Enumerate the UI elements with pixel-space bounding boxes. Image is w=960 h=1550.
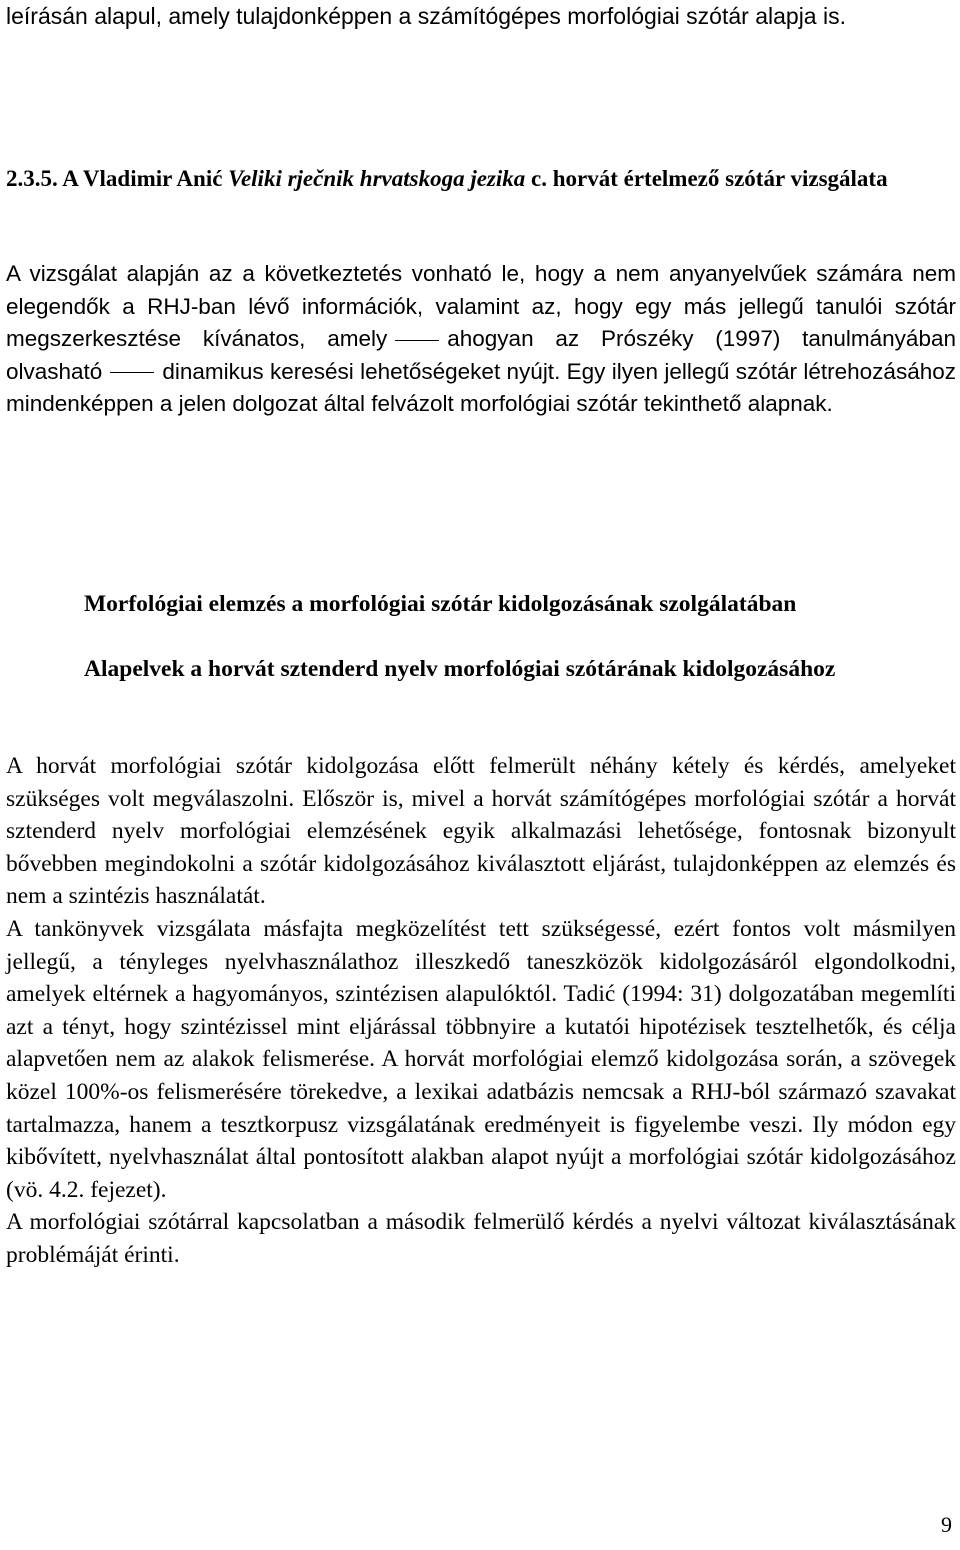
paragraph-nyelvi-valtozat: A morfológiai szótárral kapcsolatban a második felmerülő kérdés a nyelvi változat kiválasztásának problémáját érinti. [6,1209,956,1268]
chapter-heading-3 [6,588,960,620]
paragraph-part-3: dinamikus keresési lehetőségeket nyújt. Egy ilyen jellegű szótár létrehozásához mindenképpen a jelen dolgozat által felvázolt morfológiai szótár tekinthető alapnak. [6,358,956,416]
paragraph-vizsgalat [6,258,956,421]
chapter-title: Morfológiai elemzés a morfológiai szótár kidolgozásának szolgálatában [84,591,797,617]
section-number: 2.3.5. [6,166,58,191]
em-dash [110,372,154,373]
section-heading-2-3-5 [6,162,956,195]
paragraph-ketely: A horvát morfológiai szótár kidolgozása előtt felmerült néhány kétely és kérdés, amelyeket szükséges volt megválaszolni. Először is, mivel a horvát számítógépes morfológiai szótár a horvát sztenderd nyelv morfológiai elemzésének egyik alkalmazási lehetősége, fontosnak bizonyult bővebben megindokolni a szótár kidolgozásához kiválasztott eljárást, tulajdonképpen az elemzés és nem a szintézis használatát. [6,753,956,910]
em-dash [395,340,439,341]
chapter-number [6,588,84,620]
section-title-suffix: c. horvát értelmező szótár vizsgálata [531,166,888,191]
section-number [6,653,84,686]
paragraph-part-1: A vizsgálat alapján az a következtetés vonható le, hogy a nem anyanyelvűek számára nem elegendők a RHJ-ban lévő információk, valamint az, hogy egy más jellegű tanulói szótár megszerkesztése kívánatos, amely [6,261,956,351]
body-text [6,750,956,1272]
paragraph-tankonyvek: A tankönyvek vizsgálata másfajta megközelítést tett szükségessé, ezért fontos volt másmilyen jellegű, a tényleges nyelvhasználathoz illeszkedő taneszközök kidolgozásáról elgondolkodni, amelyek eltérnek a hagyományos, szintézisen alapulóktól. Tadić (1994: 31) dolgozatában megemlíti azt a tényt, hogy szintézissel mint eljárással többnyire a kutatói hipotézisek tesztelhetők, és célja alapvetően nem az alakok felismerése. A horvát morfológiai elemző kidolgozása során, a szövegek közel 100%-os felismerésére törekedve, a lexikai adatbázis nemcsak a RHJ-ból származó szavakat tartalmazza, hanem a tesztkorpusz vizsgálatának eredményeit is figyelembe veszi. Ily módon egy kibővített, nyelvhasználat által pontosított alakban alapot nyújt a morfológiai szótár kidolgozásához (vö. 4.2. fejezet). [6,915,956,1203]
section-title-prefix: A Vladimir Anić [62,166,223,191]
section-heading-3-1 [6,653,960,686]
intro-paragraph: leírásán alapul, amely tulajdonképpen a számítógépes morfológiai szótár alapja is. [6,3,846,29]
section-title: Alapelvek a horvát sztenderd nyelv morfológiai szótárának kidolgozásához [84,656,836,682]
section-title-italic: Veliki rječnik hrvatskoga jezika [228,166,526,191]
paragraph-part-2: ahogyan az Prószéky (1997) tanulmányában olvasható [6,326,956,384]
page-number: 9 [941,1512,952,1537]
